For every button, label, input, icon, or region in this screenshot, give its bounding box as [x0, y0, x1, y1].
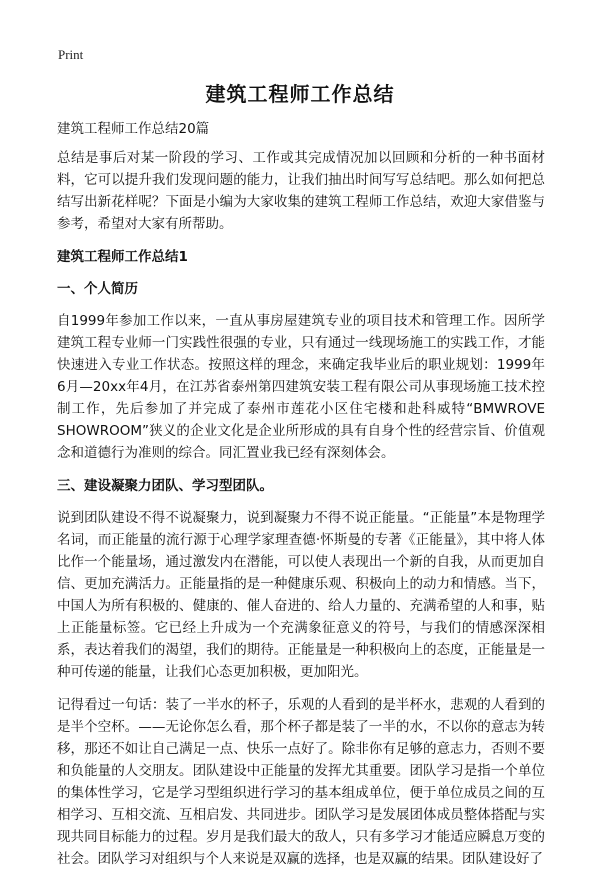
heading-team-building: 三、建设凝聚力团队、学习型团队。 — [57, 478, 273, 494]
paragraph-resume: 自1999年参加工作以来，一直从事房屋建筑专业的项目技术和管理工作。因所学建筑工程专业师一门实践性很强的专业，只有通过一线现场施工的实践工作，才能快速进入专业工作状态。按照这样的理念，来确定我毕业后的职业规划：1999年6月—20xx年4月，在江苏省泰州第四建筑安装工程有限公司从事现场施工技术控制工作，先后参加了并完成了泰州市莲花小区住宅楼和赴科威特“BMWROVE SHOWROOM”狭义的企业文化是企业所形成的具有自身个性的经营宗旨、价值观念和道德行为准则的综合。同汇置业我已经有深刻体会。 — [57, 313, 545, 461]
paragraph-positive-energy: 说到团队建设不得不说凝聚力，说到凝聚力不得不说正能量。“正能量”本是物理学名词，而正能量的流行源于心理学家理查德·怀斯曼的专著《正能量》，其中将人体比作一个能量场，通过激发内在潜能，可以使人表现出一个新的自我，从而更加自信、更加充满活力。正能量指的是一种健康乐观、积极向上的动力和情感。当下，中国人为所有积极的、健康的、催人奋进的、给人力量的、充满希望的人和事，贴上正能量标签。它已经上升成为一个充满象征意义的符号，与我们的情感深深相系，表达着我们的渴望，我们的期待。正能量是一种积极向上的态度，正能量是一种可传递的能量，让我们心态更加积极，更加阳光。 — [57, 510, 545, 680]
heading-personal-resume: 一、个人简历 — [57, 281, 138, 297]
page-title: 建筑工程师工作总结 — [205, 82, 395, 106]
paragraph-team-learning: 记得看过一句话：装了一半水的杯子，乐观的人看到的是半杯水，悲观的人看到的是半个空杯。——无论你怎么看，那个杯子都是装了一半的水，不以你的意志为转移，那还不如让自己满足一点、快乐一点好了。除非你有足够的意志力，否则不要和负能量的人交朋友。团队建设中正能量的发挥尤其重要。团队学习是指一个单位的集体性学习，它是学习型组织进行学习的基本组成单位，便于单位成员之间的互相学习、互相交流、互相启发、共同进步。团队学习是发展团体成员整体搭配与实现共同目标能力的过程。岁月是我们最大的敌人，只有多学习才能适应瞬息万变的社会。团队学习对组织与个人来说是双赢的选择，也是双赢的结果。团队建设好了 — [57, 697, 545, 867]
section-heading: 建筑工程师工作总结1 — [57, 249, 188, 265]
print-link[interactable]: Print — [58, 47, 84, 62]
document-subtitle: 建筑工程师工作总结20篇 — [57, 121, 210, 137]
intro-paragraph: 总结是事后对某一阶段的学习、工作或其完成情况加以回顾和分析的一种书面材料，它可以提升我们发现问题的能力，让我们抽出时间写写总结吧。那么如何把总结写出新花样呢？下面是小编为大家收集的建筑工程师工作总结，欢迎大家借鉴与参考，希望对大家有所帮助。 — [57, 150, 545, 232]
document-body — [57, 118, 545, 881]
